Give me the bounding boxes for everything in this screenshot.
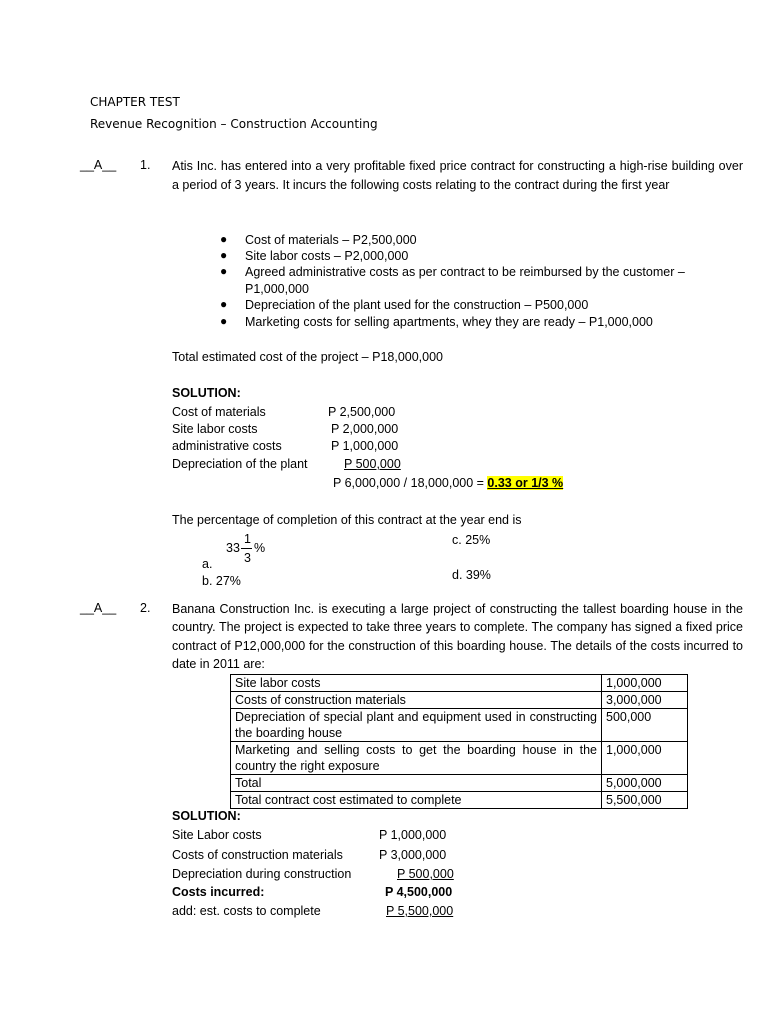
- choice-a-numerator: 1: [244, 532, 251, 546]
- q2-solution-label: SOLUTION:: [172, 809, 241, 823]
- table-desc-cell: Total: [231, 775, 602, 792]
- q2-solution-value-cell: P 1,000,000: [379, 828, 447, 842]
- q1-number: 1.: [140, 158, 151, 172]
- q1-total-estimate: Total estimated cost of the project – P18,000,000: [172, 350, 444, 364]
- q1-solution-label-cell: administrative costs: [172, 439, 282, 453]
- bullet-dot: ●: [220, 264, 228, 278]
- q2-solution-value-cell: P 3,000,000: [379, 848, 447, 862]
- q1-choice-b: b. 27%: [202, 574, 241, 588]
- q2-answer: __A__: [80, 601, 117, 615]
- choice-a-label: a.: [202, 557, 213, 571]
- q2-solution-label-cell: add: est. costs to complete: [172, 904, 321, 918]
- q1-answer: __A__: [80, 158, 117, 172]
- q1-solution-value-cell: P 2,500,000: [328, 405, 396, 419]
- table-desc-cell: Costs of construction materials: [231, 692, 602, 709]
- table-amount-cell: 3,000,000: [602, 692, 688, 709]
- bullet-dot: ●: [220, 314, 228, 328]
- fraction-bar: [241, 548, 252, 549]
- table-desc-cell: Total contract cost estimated to complete: [231, 792, 602, 809]
- q2-solution-value-cell: P 5,500,000: [386, 904, 454, 918]
- q1-solution-label: SOLUTION:: [172, 386, 241, 400]
- q1-solution-value-cell: P 1,000,000: [331, 439, 399, 453]
- table-amount-cell: 1,000,000: [602, 742, 688, 775]
- q1-bullet-item: Depreciation of the plant used for the construction – P500,000: [245, 298, 589, 312]
- table-row: [231, 675, 688, 692]
- table-desc-cell: Depreciation of special plant and equipment used in constructing the boarding house: [231, 709, 602, 742]
- q2-text: Banana Construction Inc. is executing a large project of constructing the tallest boarding house in the country. The project is expected to take three years to complete. The company has signed a fixed price contract of P12,000,000 for the construction of this boarding house. The details of the costs incurred to date in 2011 are:: [172, 602, 743, 671]
- q2-solution-label-cell: Depreciation during construction: [172, 867, 352, 881]
- table-amount-cell: 5,500,000: [602, 792, 688, 809]
- q1-bullet-item: Marketing costs for selling apartments, whey they are ready – P1,000,000: [245, 315, 653, 329]
- table-row: [231, 742, 688, 775]
- q1-text: Atis Inc. has entered into a very profitable fixed price contract for constructing a high-rise building over a period of 3 years. It incurs the following costs relating to the contract during the first year: [172, 159, 743, 192]
- q1-computation-result: 0.33 or 1/3 %: [487, 476, 564, 490]
- table-amount-cell: 1,000,000: [602, 675, 688, 692]
- table-row: [231, 775, 688, 792]
- q1-solution-label-cell: Cost of materials: [172, 405, 266, 419]
- choice-a-denominator: 3: [244, 551, 251, 565]
- q2-number: 2.: [140, 601, 151, 615]
- bullet-dot: ●: [220, 232, 228, 246]
- q1-choice-d: d. 39%: [452, 568, 491, 582]
- q1-choice-c: c. 25%: [452, 533, 491, 547]
- chapter-test-heading: CHAPTER TEST: [90, 95, 180, 109]
- q1-bullet-item: Agreed administrative costs as per contract to be reimbursed by the customer –: [245, 265, 685, 279]
- bullet-dot: ●: [220, 248, 228, 262]
- q2-solution-label-cell: Costs of construction materials: [172, 848, 343, 862]
- q2-solution-label-cell: Site Labor costs: [172, 828, 262, 842]
- bullet-dot: ●: [220, 297, 228, 311]
- table-row: [231, 709, 688, 742]
- q1-solution-label-cell: Site labor costs: [172, 422, 258, 436]
- q2-solution-value-cell: P 500,000: [397, 867, 454, 881]
- q1-bullet-item: Cost of materials – P2,500,000: [245, 233, 417, 247]
- q1-solution-value-cell: P 500,000: [344, 457, 401, 471]
- q1-solution-value-cell: P 2,000,000: [331, 422, 399, 436]
- choice-a-percent: %: [254, 541, 266, 555]
- q1-computation: [333, 475, 563, 492]
- table-desc-cell: Marketing and selling costs to get the boarding house in the country the right exposure: [231, 742, 602, 775]
- table-amount-cell: 500,000: [602, 709, 688, 742]
- chapter-subtitle: Revenue Recognition – Construction Accounting: [90, 117, 378, 131]
- q1-bullet-item: Site labor costs – P2,000,000: [245, 249, 409, 263]
- q1-bullet-item-continued: P1,000,000: [245, 282, 309, 296]
- table-row: [231, 692, 688, 709]
- q2-cost-table: [230, 674, 688, 809]
- q1-question: The percentage of completion of this contract at the year end is: [172, 513, 522, 527]
- choice-a-whole: 33: [226, 541, 240, 555]
- q2-solution-value-cell: P 4,500,000: [385, 885, 453, 899]
- q2-solution-label-cell: Costs incurred:: [172, 885, 265, 899]
- table-row: [231, 792, 688, 809]
- q1-solution-label-cell: Depreciation of the plant: [172, 457, 308, 471]
- table-amount-cell: 5,000,000: [602, 775, 688, 792]
- q1-computation-formula: P 6,000,000 / 18,000,000 =: [333, 476, 488, 490]
- table-desc-cell: Site labor costs: [231, 675, 602, 692]
